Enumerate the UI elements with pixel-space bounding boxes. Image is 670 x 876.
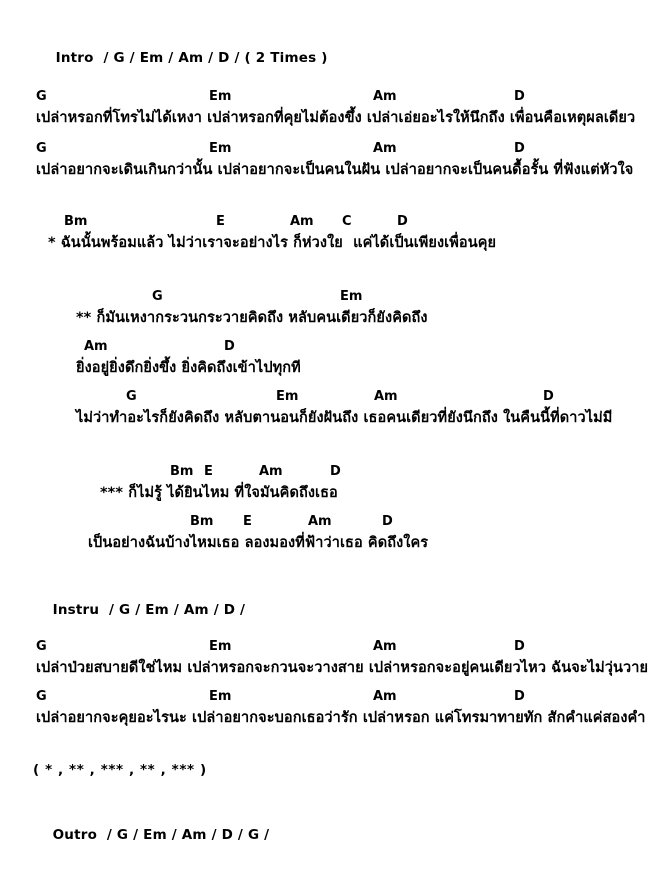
lyric-line: * ฉันนั้นพร้อมแล้ว ไม่ว่าเราจะอย่างไร ก็ห่วงใย แค่ได้เป็นเพียงเพื่อนคุย: [48, 235, 497, 251]
chord-g: G: [36, 689, 47, 704]
chord-am: Am: [290, 214, 314, 229]
chord-row: [0, 289, 670, 305]
chord-d: D: [514, 639, 525, 654]
chord-g: G: [152, 289, 163, 304]
chord-g: G: [36, 89, 47, 104]
chord-em: Em: [276, 389, 299, 404]
section-outro-progression: / G / Em / Am / D / G /: [106, 826, 270, 843]
chord-e: E: [204, 464, 213, 479]
chord-em: Em: [209, 689, 232, 704]
lyric-line: เป็นอย่างฉันบ้างไหมเธอ ลองมองที่ฟ้าว่าเธอ คิดถึงใคร: [88, 535, 429, 551]
chord-em: Em: [209, 141, 232, 156]
section-intro-spacer: [94, 50, 104, 66]
section-instru-spacer: [99, 602, 109, 618]
chord-g: G: [36, 141, 47, 156]
chord-am: Am: [84, 339, 108, 354]
lyric-line: ไม่ว่าทำอะไรก็ยังคิดถึง หลับตานอนก็ยังฝันถึง เธอคนเดียวที่ยังนึกถึง ในคืนนี้ที่ดาวไม่มี: [76, 410, 613, 426]
lyric-line: ** ก็มันเหงากระวนกระวายคิดถึง หลับคนเดียวก็ยังคิดถึง: [76, 310, 428, 326]
lyric-line: เปล่าป่วยสบายดีใช่ไหม เปล่าหรอกจะกวนจะวางสาย เปล่าหรอกจะอยู่คนเดียวไหว ฉันจะไม่วุ่นวาย: [36, 660, 649, 676]
chord-d: D: [382, 514, 393, 529]
chord-bm: Bm: [64, 214, 88, 229]
chord-am: Am: [308, 514, 332, 529]
chord-e: E: [216, 214, 225, 229]
chord-am: Am: [373, 639, 397, 654]
lyric-line: ยิ่งอยู่ยิ่งดึกยิ่งขึ้ง ยิ่งคิดถึงเข้าไปทุกที: [76, 360, 301, 376]
chord-row: [0, 514, 670, 530]
section-instru: [33, 590, 245, 631]
chord-c: C: [342, 214, 352, 229]
section-intro-progression: / G / Em / Am / D / ( 2 Times ): [103, 49, 328, 66]
chord-d: D: [514, 89, 525, 104]
chord-row: [0, 141, 670, 157]
chord-d: D: [330, 464, 341, 479]
lyric-line: เปล่าหรอกที่โทรไม่ได้เหงา เปล่าหรอกที่คุยไม่ต้องขึ้ง เปล่าเอ่ยอะไรให้นึกถึง เพื่อนคือเหตุผลเดียว: [36, 110, 636, 126]
chord-row: [0, 389, 670, 405]
repeat-map: ( * , ** , *** , ** , *** ): [33, 762, 207, 778]
section-instru-label: Instru: [52, 601, 100, 618]
chord-bm: Bm: [190, 514, 214, 529]
chord-row: [0, 89, 670, 105]
chord-d: D: [224, 339, 235, 354]
chord-row: [0, 464, 670, 480]
chord-am: Am: [373, 689, 397, 704]
lyric-line: *** ก็ไม่รู้ ได้ยินไหม ที่ใจมันคิดถึงเธอ: [100, 485, 338, 501]
chord-row: [0, 689, 670, 705]
chord-d: D: [514, 141, 525, 156]
section-outro-label: Outro: [52, 826, 98, 843]
chord-am: Am: [373, 89, 397, 104]
chord-row: [0, 339, 670, 355]
chord-am: Am: [374, 389, 398, 404]
lyric-line: เปล่าอยากจะคุยอะไรนะ เปล่าอยากจะบอกเธอว่ารัก เปล่าหรอก แค่โทรมาทายทัก สักคำแค่สองคำ: [36, 710, 646, 726]
chord-g: G: [126, 389, 137, 404]
chord-d: D: [543, 389, 554, 404]
section-intro-label: Intro: [55, 49, 94, 66]
chord-am: Am: [373, 141, 397, 156]
lyric-line: เปล่าอยากจะเดินเกินกว่านั้น เปล่าอยากจะเป็นคนในฝัน เปล่าอยากจะเป็นคนดื้อรั้น ที่ฟังแต่หัวใจ: [36, 162, 634, 178]
chord-row: [0, 214, 670, 230]
chord-d: D: [514, 689, 525, 704]
chord-bm: Bm: [170, 464, 194, 479]
chord-em: Em: [340, 289, 363, 304]
chord-d: D: [397, 214, 408, 229]
section-outro-spacer: [97, 827, 107, 843]
section-outro: [33, 815, 269, 856]
section-instru-progression: / G / Em / Am / D /: [109, 601, 246, 618]
chord-am: Am: [259, 464, 283, 479]
chord-em: Em: [209, 639, 232, 654]
chord-g: G: [36, 639, 47, 654]
chord-row: [0, 639, 670, 655]
chord-em: Em: [209, 89, 232, 104]
chord-e: E: [243, 514, 252, 529]
section-intro: [36, 38, 328, 79]
